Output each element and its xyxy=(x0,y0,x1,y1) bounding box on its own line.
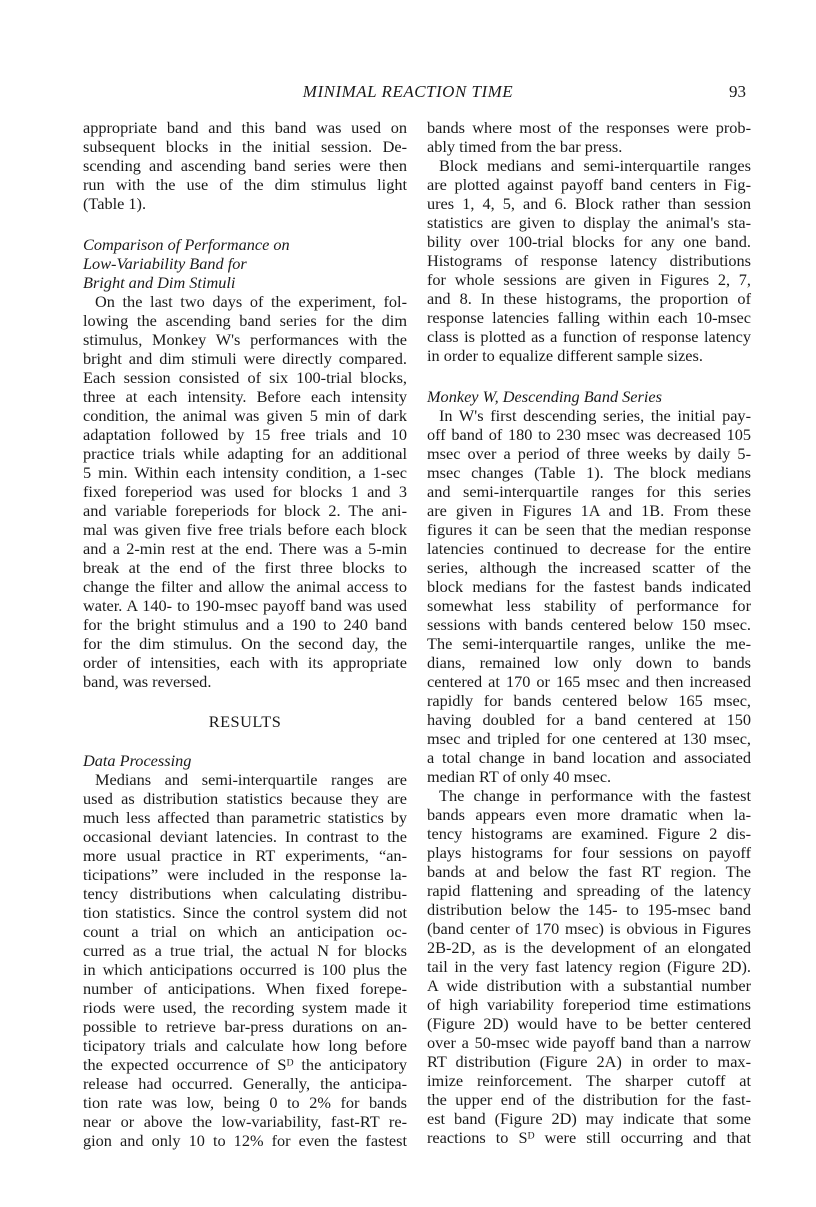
text-line: condition, the animal was given 5 min of dark xyxy=(83,406,407,425)
text-line: RESULTS xyxy=(208,712,282,731)
text-line: (Figure 2D) would have to be better centered xyxy=(427,1014,751,1033)
subsection-heading xyxy=(427,387,751,406)
text-line: Comparison of Performance on xyxy=(83,235,290,254)
right-column xyxy=(427,118,751,1147)
text-line: Histograms of response latency distributions xyxy=(427,251,751,270)
subsection-heading xyxy=(83,235,407,292)
text-line: msec over a period of three weeks by daily 5- xyxy=(427,444,751,463)
text-line: for the bright stimulus and a 190 to 240 band xyxy=(83,615,407,634)
text-line: over a 50-msec wide payoff band than a narrow xyxy=(427,1033,751,1052)
paragraph xyxy=(83,118,407,213)
text-line: near or above the low-variability, fast-RT re- xyxy=(83,1112,407,1131)
text-line: run with the use of the dim stimulus light xyxy=(83,175,407,194)
text-line: lowing the ascending band series for the dim xyxy=(83,311,407,330)
text-line: response latencies falling within each 10-msec xyxy=(427,308,751,327)
text-line: and 8. In these histograms, the proportion of xyxy=(427,289,751,308)
text-line: for the dim stimulus. On the second day, the xyxy=(83,634,407,653)
text-line: change the filter and allow the animal access to xyxy=(83,577,407,596)
text-line: imize reinforcement. The sharper cutoff at xyxy=(427,1071,751,1090)
text-line: bands appears even more dramatic when la- xyxy=(427,805,751,824)
text-line: Block medians and semi-interquartile ranges xyxy=(439,156,751,175)
text-line: curred as a true trial, the actual N for blocks xyxy=(83,941,407,960)
text-line: (band center of 170 msec) is obvious in Figures xyxy=(427,919,751,938)
text-line: bility over 100-trial blocks for any one band. xyxy=(427,232,751,251)
text-line: ticipations” were included in the response la- xyxy=(83,865,407,884)
text-line: dians, remained low only down to bands xyxy=(427,653,751,672)
text-line: a total change in band location and associated xyxy=(427,748,751,767)
text-line: Medians and semi-interquartile ranges are xyxy=(95,770,407,789)
text-line: Low-Variability Band for xyxy=(83,254,247,273)
text-line: stimulus, Monkey W's performances with the xyxy=(83,330,407,349)
text-line: tion statistics. Since the control system did not xyxy=(83,903,407,922)
text-line: Each session consisted of six 100-trial blocks, xyxy=(83,368,407,387)
text-line: Bright and Dim Stimuli xyxy=(83,273,236,292)
text-line: bands at and below the fast RT region. The xyxy=(427,862,751,881)
text-line: practice trials while adapting for an additional xyxy=(83,444,407,463)
text-line: msec changes (Table 1). The block medians xyxy=(427,463,751,482)
text-line: of high variability foreperiod time estimations xyxy=(427,995,751,1014)
text-line: somewhat less stability of performance for xyxy=(427,596,751,615)
text-line: In W's first descending series, the initial pay- xyxy=(439,406,751,425)
text-line: mal was given five free trials before each block xyxy=(83,520,407,539)
text-line: Data Processing xyxy=(83,751,192,770)
text-line: sessions with bands centered below 150 msec. xyxy=(427,615,751,634)
text-line: more usual practice in RT experiments, “an- xyxy=(83,846,407,865)
running-title: MINIMAL REACTION TIME xyxy=(302,82,514,101)
text-line: 2B-2D, as is the development of an elongated xyxy=(427,938,751,957)
text-line: tency histograms are examined. Figure 2 dis- xyxy=(427,824,751,843)
text-line: number of anticipations. When fixed forepe- xyxy=(83,979,407,998)
paragraph xyxy=(83,292,407,691)
text-line: 5 min. Within each intensity condition, a 1-sec xyxy=(83,463,407,482)
text-line: band, was reversed. xyxy=(83,672,212,691)
text-line: gion and only 10 to 12% for even the fastest xyxy=(83,1131,407,1150)
text-line: tency distributions when calculating distribu- xyxy=(83,884,407,903)
text-line: in order to equalize different sample sizes. xyxy=(427,346,703,365)
text-line: order of intensities, each with its appropriate xyxy=(83,653,407,672)
text-line: tion rate was low, being 0 to 2% for bands xyxy=(83,1093,407,1112)
text-line: msec and tripled for one centered at 130 msec, xyxy=(427,729,751,748)
text-line: Monkey W, Descending Band Series xyxy=(427,387,662,406)
text-line: riods were used, the recording system made it xyxy=(83,998,407,1017)
text-line: ably timed from the bar press. xyxy=(427,137,623,156)
text-line: count a trial on which an anticipation oc- xyxy=(83,922,407,941)
text-line: occasional deviant latencies. In contrast to the xyxy=(83,827,407,846)
text-line: distribution below the 145- to 195-msec band xyxy=(427,900,751,919)
text-line: for whole sessions are given in Figures 2, 7, xyxy=(427,270,751,289)
page-number: 93 xyxy=(729,82,746,101)
text-line: class is plotted as a function of response latency xyxy=(427,327,751,346)
text-line: the upper end of the distribution for the fast- xyxy=(427,1090,751,1109)
paragraph xyxy=(427,786,751,1147)
text-line: The semi-interquartile ranges, unlike the me- xyxy=(427,634,751,653)
text-line: and variable foreperiods for block 2. The ani- xyxy=(83,501,407,520)
text-line: are plotted against payoff band centers in Fig- xyxy=(427,175,751,194)
text-line: fixed foreperiod was used for blocks 1 and 3 xyxy=(83,482,407,501)
text-line: and semi-interquartile ranges for this series xyxy=(427,482,751,501)
text-line: rapid flattening and spreading of the latency xyxy=(427,881,751,900)
text-line: RT distribution (Figure 2A) in order to max- xyxy=(427,1052,751,1071)
text-line: statistics are given to display the animal's sta- xyxy=(427,213,751,232)
text-line: water. A 140- to 190-msec payoff band was used xyxy=(83,596,407,615)
text-line: The change in performance with the fastest xyxy=(439,786,751,805)
text-line: est band (Figure 2D) may indicate that some xyxy=(427,1109,751,1128)
text-line: three at each intensity. Before each intensity xyxy=(83,387,407,406)
text-line: subsequent blocks in the initial session. De- xyxy=(83,137,407,156)
text-line: possible to retrieve bar-press durations on an- xyxy=(83,1017,407,1036)
text-line: break at the end of the first three blocks to xyxy=(83,558,407,577)
text-line: off band of 180 to 230 msec was decreased 105 xyxy=(427,425,751,444)
paragraph xyxy=(427,406,751,786)
text-line: reactions to Sᴰ were still occurring and that xyxy=(427,1128,751,1147)
paragraph xyxy=(83,770,407,1150)
text-line: appropriate band and this band was used on xyxy=(83,118,407,137)
text-line: bright and dim stimuli were directly compared. xyxy=(83,349,407,368)
text-line: centered at 170 or 165 msec and then increased xyxy=(427,672,751,691)
text-line: having doubled for a band centered at 150 xyxy=(427,710,751,729)
text-line: and a 2-min rest at the end. There was a 5-min xyxy=(83,539,407,558)
text-line: in which anticipations occurred is 100 plus the xyxy=(83,960,407,979)
text-line: figures it can be seen that the median response xyxy=(427,520,751,539)
text-line: the expected occurrence of Sᴰ the anticipatory xyxy=(83,1055,407,1074)
text-line: scending and ascending band series were then xyxy=(83,156,407,175)
text-line: (Table 1). xyxy=(83,194,147,213)
left-column xyxy=(83,118,407,1150)
paragraph xyxy=(427,118,751,156)
text-line: adaptation followed by 15 free trials and 10 xyxy=(83,425,407,444)
text-line: A wide distribution with a substantial number xyxy=(427,976,751,995)
text-line: plays histograms for four sessions on payoff xyxy=(427,843,751,862)
text-line: are given in Figures 1A and 1B. From these xyxy=(427,501,751,520)
text-line: median RT of only 40 msec. xyxy=(427,767,612,786)
text-line: bands where most of the responses were prob- xyxy=(427,118,751,137)
text-line: ures 1, 4, 5, and 6. Block rather than session xyxy=(427,194,751,213)
text-line: block medians for the fastest bands indicated xyxy=(427,577,751,596)
section-heading xyxy=(83,712,407,731)
text-line: rapidly for bands centered below 165 msec, xyxy=(427,691,751,710)
paragraph xyxy=(427,156,751,365)
text-line: On the last two days of the experiment, fol- xyxy=(95,292,407,311)
text-line: tail in the very fast latency region (Figure 2D). xyxy=(427,957,751,976)
text-line: series, although the increased scatter of the xyxy=(427,558,751,577)
text-line: much less affected than parametric statistics by xyxy=(83,808,407,827)
text-line: release had occurred. Generally, the anticipa- xyxy=(83,1074,407,1093)
text-line: ticipatory trials and calculate how long before xyxy=(83,1036,407,1055)
subsection-heading xyxy=(83,751,407,770)
text-line: latencies continued to decrease for the entire xyxy=(427,539,751,558)
text-line: used as distribution statistics because they are xyxy=(83,789,407,808)
